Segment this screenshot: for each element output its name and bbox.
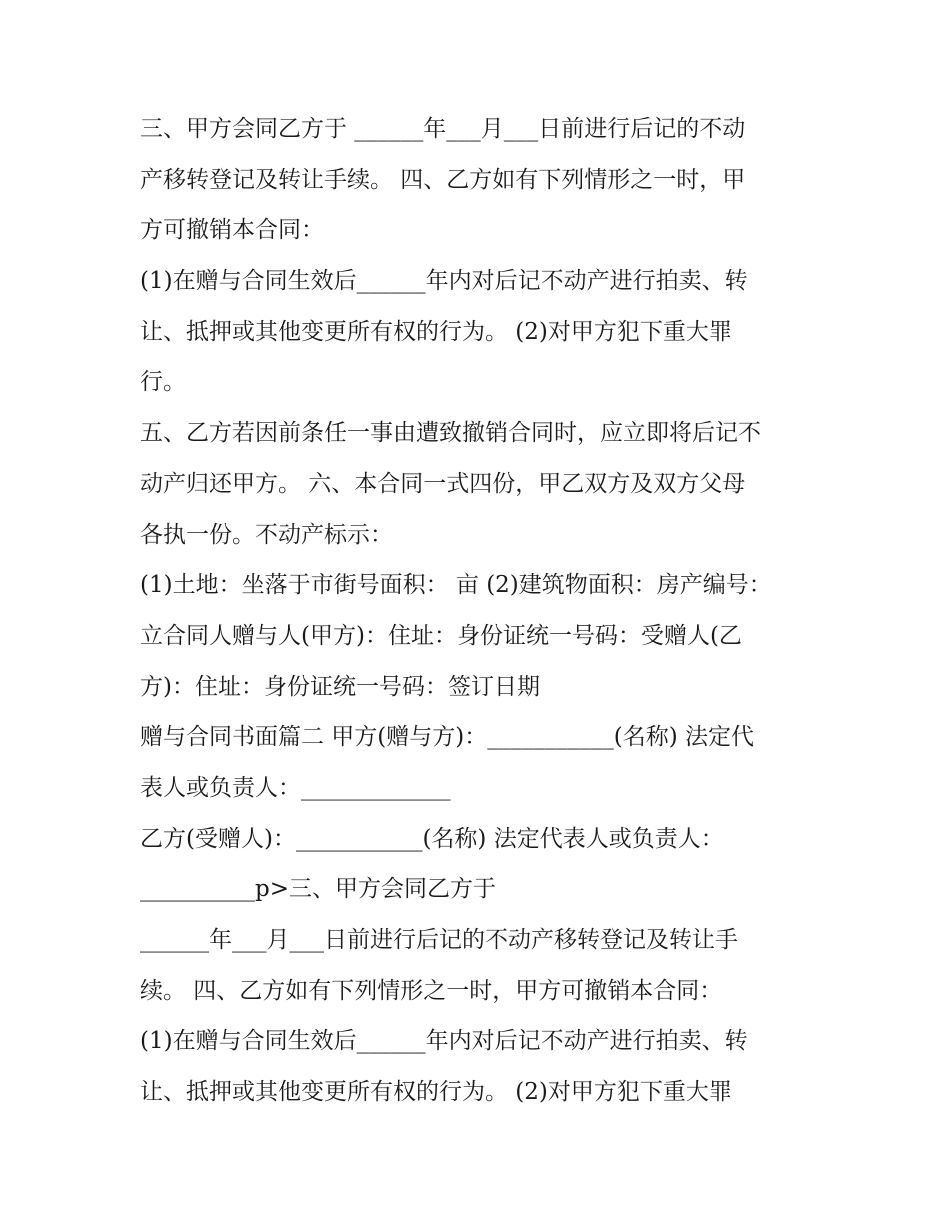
- text-line: (1)土地：坐落于市街号面积： 亩 (2)建筑物面积：房产编号：: [140, 572, 772, 599]
- text-line: 动产归还甲方。 六、本合同一式四份，甲乙双方及双方父母: [140, 470, 746, 497]
- text-line: 方可撤销本合同：: [140, 217, 324, 244]
- text-line: 立合同人赠与人(甲方)：住址：身份证统一号码：受赠人(乙: [140, 622, 742, 649]
- text-line: 各执一份。不动产标示：: [140, 521, 393, 548]
- text-line: ______年___月___日前进行后记的不动产移转登记及转让手: [140, 927, 738, 953]
- text-line: 让、抵押或其他变更所有权的行为。 (2)对甲方犯下重大罪: [140, 318, 732, 345]
- text-line: 行。: [140, 369, 186, 396]
- text-line: __________p>三、甲方会同乙方于: [140, 876, 496, 903]
- contract-text: [140, 104, 820, 1118]
- text-line: 表人或负责人：_____________: [140, 774, 451, 801]
- text-line: 让、抵押或其他变更所有权的行为。 (2)对甲方犯下重大罪: [140, 1079, 732, 1106]
- text-line: 方)：住址：身份证统一号码：签订日期: [140, 673, 540, 700]
- text-line: 产移转登记及转让手续。 四、乙方如有下列情形之一时，甲: [140, 166, 746, 193]
- text-line: (1)在赠与合同生效后______年内对后记不动产进行拍卖、转: [140, 268, 748, 295]
- text-line: (1)在赠与合同生效后______年内对后记不动产进行拍卖、转: [140, 1028, 748, 1055]
- text-line: 乙方(受赠人)：___________(名称) 法定代表人或负责人：: [140, 825, 724, 852]
- text-line: 三、甲方会同乙方于 ______年___月___日前进行后记的不动: [140, 116, 746, 142]
- text-line: 五、乙方若因前条任一事由遭致撤销合同时，应立即将后记不: [140, 420, 761, 447]
- text-line: 续。 四、乙方如有下列情形之一时，甲方可撤销本合同：: [140, 977, 723, 1004]
- text-line: 赠与合同书面篇二 甲方(赠与方)：___________(名称) 法定代: [140, 724, 755, 751]
